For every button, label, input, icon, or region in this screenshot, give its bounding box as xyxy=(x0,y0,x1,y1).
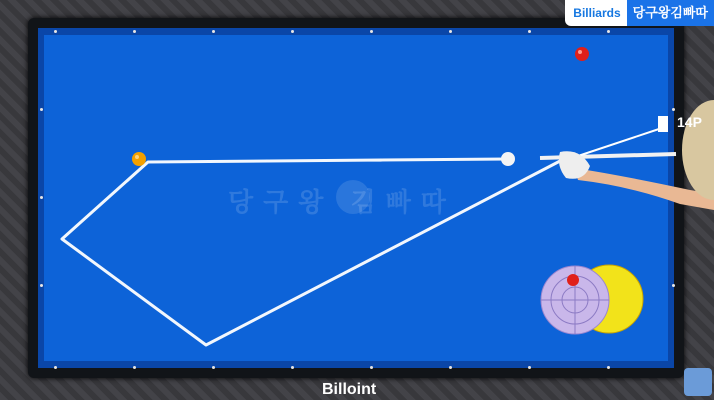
hit-point-diagram xyxy=(541,265,643,334)
channel-badge xyxy=(565,0,714,26)
shot-path-line xyxy=(62,159,562,345)
avatar xyxy=(684,368,712,396)
white-cue-ball xyxy=(501,152,515,166)
yellow-ball xyxy=(132,152,146,166)
score-label: 14P xyxy=(677,114,702,130)
cue-tip-marker xyxy=(658,116,668,132)
channel-name: 당구왕김빠따 xyxy=(627,0,714,26)
channel-watermark: 당구왕 김빠따 xyxy=(228,187,456,217)
sponsor-logo: Billoint xyxy=(322,381,377,398)
hit-point-marker xyxy=(567,274,579,286)
brand-label: Billiards xyxy=(573,6,621,20)
red-ball xyxy=(575,47,589,61)
